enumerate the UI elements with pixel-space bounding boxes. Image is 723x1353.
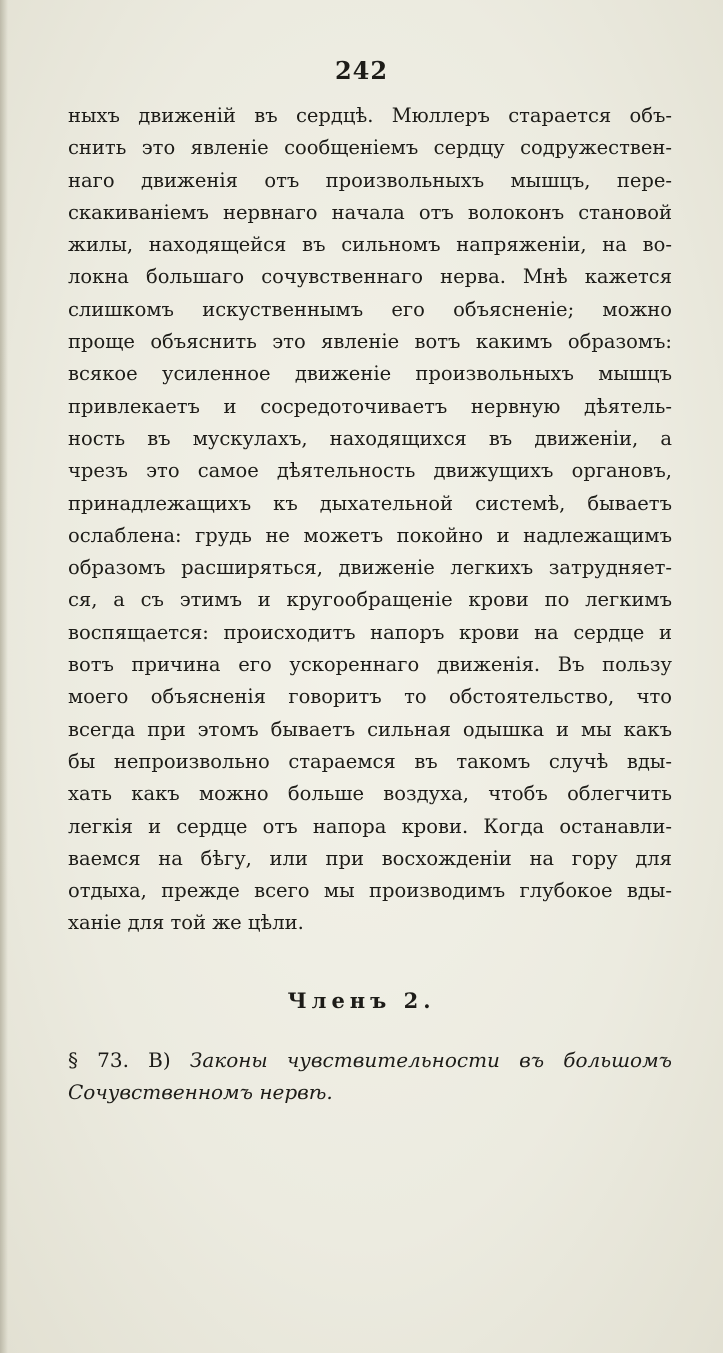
text-line: легкiя и сердце отъ напора крови. Когда останавли- bbox=[68, 814, 672, 838]
text-line: ся, а съ этимъ и кругообращенiе крови по легкимъ bbox=[68, 588, 672, 612]
text-line: ханiе для той же цѣли. bbox=[68, 911, 304, 935]
text-line: принадлежащихъ къ дыхательной системѣ, бываетъ bbox=[68, 491, 672, 515]
text-line: образомъ расширяться, движенiе легкихъ затрудняет- bbox=[68, 556, 672, 580]
page-number: 242 bbox=[334, 56, 389, 85]
section-title-line: Сочувственномъ нервѣ. bbox=[68, 1080, 333, 1105]
text-line: проще объяснить это явленiе вотъ какимъ образомъ: bbox=[68, 330, 672, 354]
text-line: хать какъ можно больше воздуха, чтобъ облегчить bbox=[68, 782, 672, 806]
section-title bbox=[68, 1044, 672, 1109]
text-line: всякое усиленное движенiе произвольныхъ мышцъ bbox=[68, 362, 672, 386]
section-title-text: Законы чувствительности въ большомъ bbox=[189, 1048, 673, 1072]
section-title-line bbox=[68, 1044, 672, 1076]
text-line: снить это явленiе сообщенiемъ сердцу содружествен- bbox=[68, 136, 672, 160]
text-line: наго движенiя отъ произвольныхъ мышцъ, пере- bbox=[68, 168, 672, 192]
text-line: отдыха, прежде всего мы производимъ глубокое вды- bbox=[68, 879, 672, 903]
section-number: § 73. В) bbox=[68, 1048, 171, 1072]
text-line: локна большаго сочувственнаго нерва. Мнѣ кажется bbox=[68, 265, 672, 289]
text-line: всегда при этомъ бываетъ сильная одышка и мы какъ bbox=[68, 717, 672, 741]
page-edge-shadow bbox=[0, 0, 8, 1353]
text-line: ныхъ движенiй въ сердцѣ. Мюллеръ старается объ- bbox=[68, 104, 672, 127]
text-line: ослаблена: грудь не можетъ покойно и надлежащимъ bbox=[68, 523, 672, 547]
paragraph bbox=[68, 100, 672, 940]
text-line: воспящается: происходитъ напоръ крови на сердце и bbox=[68, 620, 672, 644]
text-line: чрезъ это самое дѣятельность движущихъ органовъ, bbox=[68, 459, 672, 483]
text-line: моего объясненiя говоритъ то обстоятельство, что bbox=[68, 685, 672, 709]
text-line: скакиванiемъ нервнаго начала отъ волоконъ становой bbox=[68, 200, 672, 224]
text-line: привлекаетъ и сосредоточиваетъ нервную дѣятель- bbox=[68, 394, 672, 418]
text-line: ность въ мускулахъ, находящихся въ движенiи, а bbox=[68, 426, 672, 450]
text-line: жилы, находящейся въ сильномъ напряженiи, на во- bbox=[68, 233, 672, 257]
chapter-heading: Членъ 2. bbox=[287, 988, 436, 1013]
text-line: слишкомъ искуственнымъ его объясненiе; можно bbox=[68, 297, 672, 321]
text-line: вотъ причина его ускореннаго движенiя. Въ пользу bbox=[68, 653, 672, 677]
text-line: ваемся на бѣгу, или при восхожденiи на гору для bbox=[68, 846, 672, 870]
text-line: бы непроизвольно стараемся въ такомъ случѣ вды- bbox=[68, 749, 672, 773]
